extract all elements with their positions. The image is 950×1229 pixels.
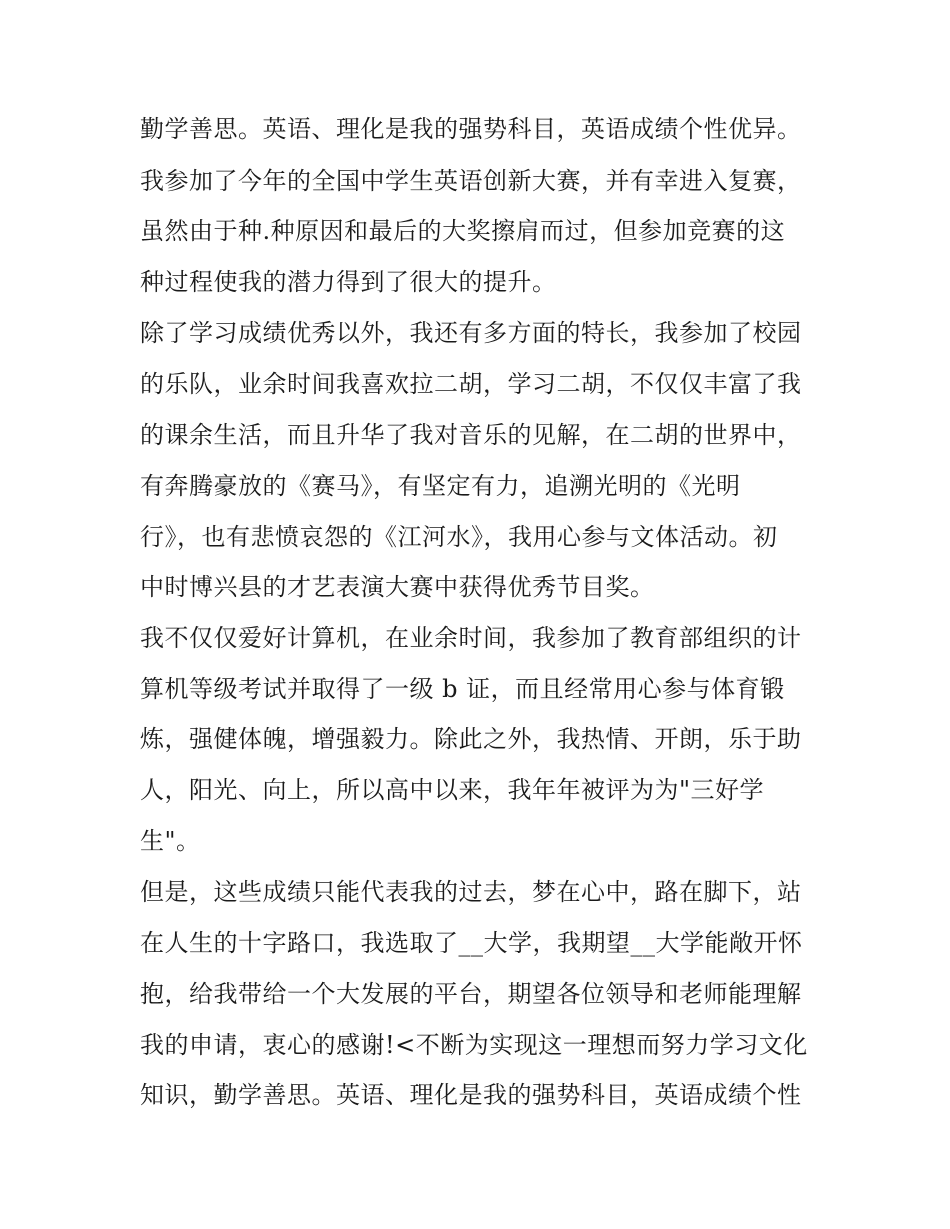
text-line: 生"。 bbox=[140, 827, 201, 855]
text-line: 算机等级考试并取得了一级 b 证，而且经常用心参与体育锻 bbox=[140, 675, 785, 703]
text-line: 但是，这些成绩只能代表我的过去，梦在心中，路在脚下，站 bbox=[140, 878, 802, 906]
text-line: 我不仅仅爱好计算机，在业余时间，我参加了教育部组织的计 bbox=[140, 624, 802, 652]
text-line: 的课余生活，而且升华了我对音乐的见解，在二胡的世界中， bbox=[140, 421, 802, 449]
text-line: 我参加了今年的全国中学生英语创新大赛，并有幸进入复赛， bbox=[140, 167, 802, 195]
text-line: 中时博兴县的才艺表演大赛中获得优秀节目奖。 bbox=[140, 573, 655, 601]
text-line: 勤学善思。英语、理化是我的强势科目，英语成绩个性优异。 bbox=[140, 115, 802, 143]
text-line: 种过程使我的潜力得到了很大的提升。 bbox=[140, 268, 557, 296]
text-line: 人，阳光、向上，所以高中以来，我年年被评为为"三好学 bbox=[140, 776, 765, 804]
text-line: 在人生的十字路口，我选取了__大学，我期望__大学能敞开怀 bbox=[140, 929, 803, 957]
text-line: 有奔腾豪放的《赛马》，有坚定有力，追溯光明的《光明 bbox=[140, 472, 741, 500]
text-line: 除了学习成绩优秀以外，我还有多方面的特长，我参加了校园 bbox=[140, 319, 802, 347]
text-line: 知识，勤学善思。英语、理化是我的强势科目，英语成绩个性 bbox=[140, 1081, 802, 1109]
text-line: 我的申请，衷心的感谢!<不断为实现这一理想而努力学习文化 bbox=[140, 1031, 808, 1059]
text-line: 抱，给我带给一个大发展的平台，期望各位领导和老师能理解 bbox=[140, 980, 802, 1008]
text-line: 炼，强健体魄，增强毅力。除此之外，我热情、开朗，乐于助 bbox=[140, 725, 802, 753]
text-line: 的乐队，业余时间我喜欢拉二胡，学习二胡，不仅仅丰富了我 bbox=[140, 370, 802, 398]
text-line: 虽然由于种.种原因和最后的大奖擦肩而过，但参加竞赛的这 bbox=[140, 217, 786, 245]
text-line: 行》，也有悲愤哀怨的《江河水》，我用心参与文体活动。初 bbox=[140, 523, 778, 551]
